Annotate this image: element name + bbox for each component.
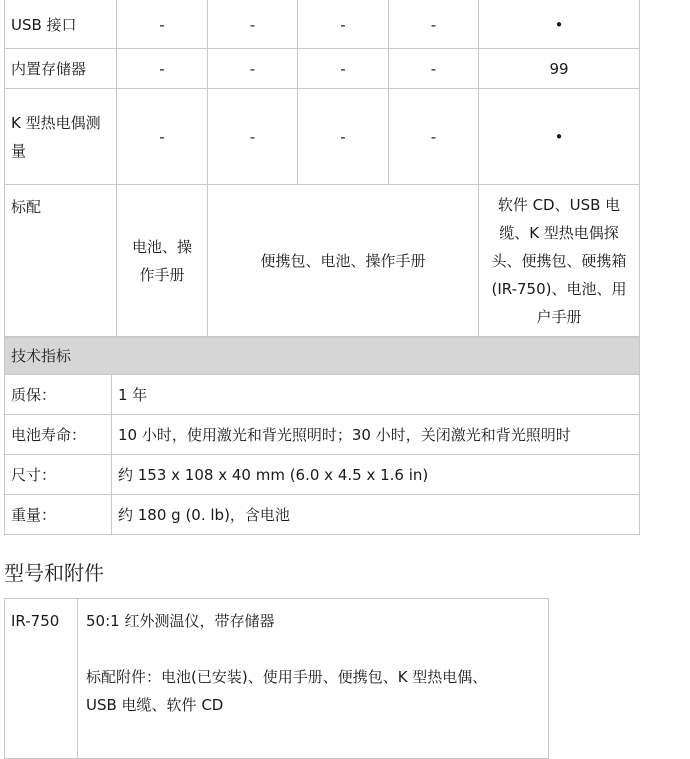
cell-value: - (208, 0, 298, 49)
label-line: 量 (11, 141, 27, 160)
cell-value: - (298, 0, 389, 49)
standard-col5 (479, 185, 640, 337)
cell-value: • (479, 89, 640, 185)
row-label-standard: 标配 (5, 185, 117, 337)
section-header: 技术指标 (5, 338, 640, 375)
spec-key: 电池寿命： (5, 415, 112, 455)
standard-col234: 便携包、电池、操作手册 (208, 185, 479, 337)
cell-line: 户手册 (536, 307, 582, 326)
table-row (5, 89, 640, 185)
row-label-usb: USB 接口 (5, 0, 117, 49)
spec-key: 尺寸： (5, 455, 112, 495)
cell-value: - (117, 49, 208, 89)
cell-line: 电池、操 (131, 237, 192, 256)
cell-value: - (208, 49, 298, 89)
cell-value: - (208, 89, 298, 185)
accessories-line: USB 电缆、软件 CD (86, 696, 224, 714)
models-table (4, 598, 549, 759)
table-row (5, 0, 640, 49)
spec-key: 重量： (5, 495, 112, 535)
accessories-line: 标配附件：电池(已安装)、使用手册、便携包、K 型热电偶、 (86, 668, 488, 686)
table-row (5, 185, 640, 337)
row-label-memory: 内置存储器 (5, 49, 117, 89)
spec-comparison-table (4, 0, 640, 337)
table-row (5, 495, 640, 535)
cell-value: - (389, 49, 479, 89)
label-line: K 型热电偶测 (11, 113, 101, 132)
table-row (5, 415, 640, 455)
cell-value: 99 (479, 49, 640, 89)
spec-value: 约 153 x 108 x 40 mm (6.0 x 4.5 x 1.6 in) (112, 455, 640, 495)
table-row (5, 599, 549, 759)
cell-value: • (479, 0, 640, 49)
cell-value: - (117, 89, 208, 185)
spec-key: 质保： (5, 375, 112, 415)
table-row (5, 455, 640, 495)
cell-value: - (298, 89, 389, 185)
cell-value: - (389, 89, 479, 185)
model-title: 50:1 红外测温仪，带存储器 (86, 612, 275, 630)
model-description (78, 599, 549, 759)
cell-line: 缆、K 型热电偶探 (499, 223, 619, 242)
cell-value: - (389, 0, 479, 49)
row-label-thermocouple (5, 89, 117, 185)
spec-value: 10 小时，使用激光和背光照明时；30 小时，关闭激光和背光照明时 (112, 415, 640, 455)
cell-value: - (117, 0, 208, 49)
model-code: IR-750 (5, 599, 78, 759)
cell-line: (IR-750)、电池、用 (491, 279, 627, 298)
spec-value: 约 180 g (0. lb)，含电池 (112, 495, 640, 535)
section-heading-models: 型号和附件 (4, 561, 104, 585)
cell-value: - (298, 49, 389, 89)
cell-line: 头、便携包、硬携箱 (491, 251, 627, 270)
standard-col1 (117, 185, 208, 337)
table-row (5, 49, 640, 89)
section-header-row (5, 338, 640, 375)
tech-specs-table (4, 337, 640, 535)
cell-line: 软件 CD、USB 电 (497, 195, 621, 214)
cell-line: 作手册 (139, 265, 185, 284)
table-row (5, 375, 640, 415)
spec-value: 1 年 (112, 375, 640, 415)
